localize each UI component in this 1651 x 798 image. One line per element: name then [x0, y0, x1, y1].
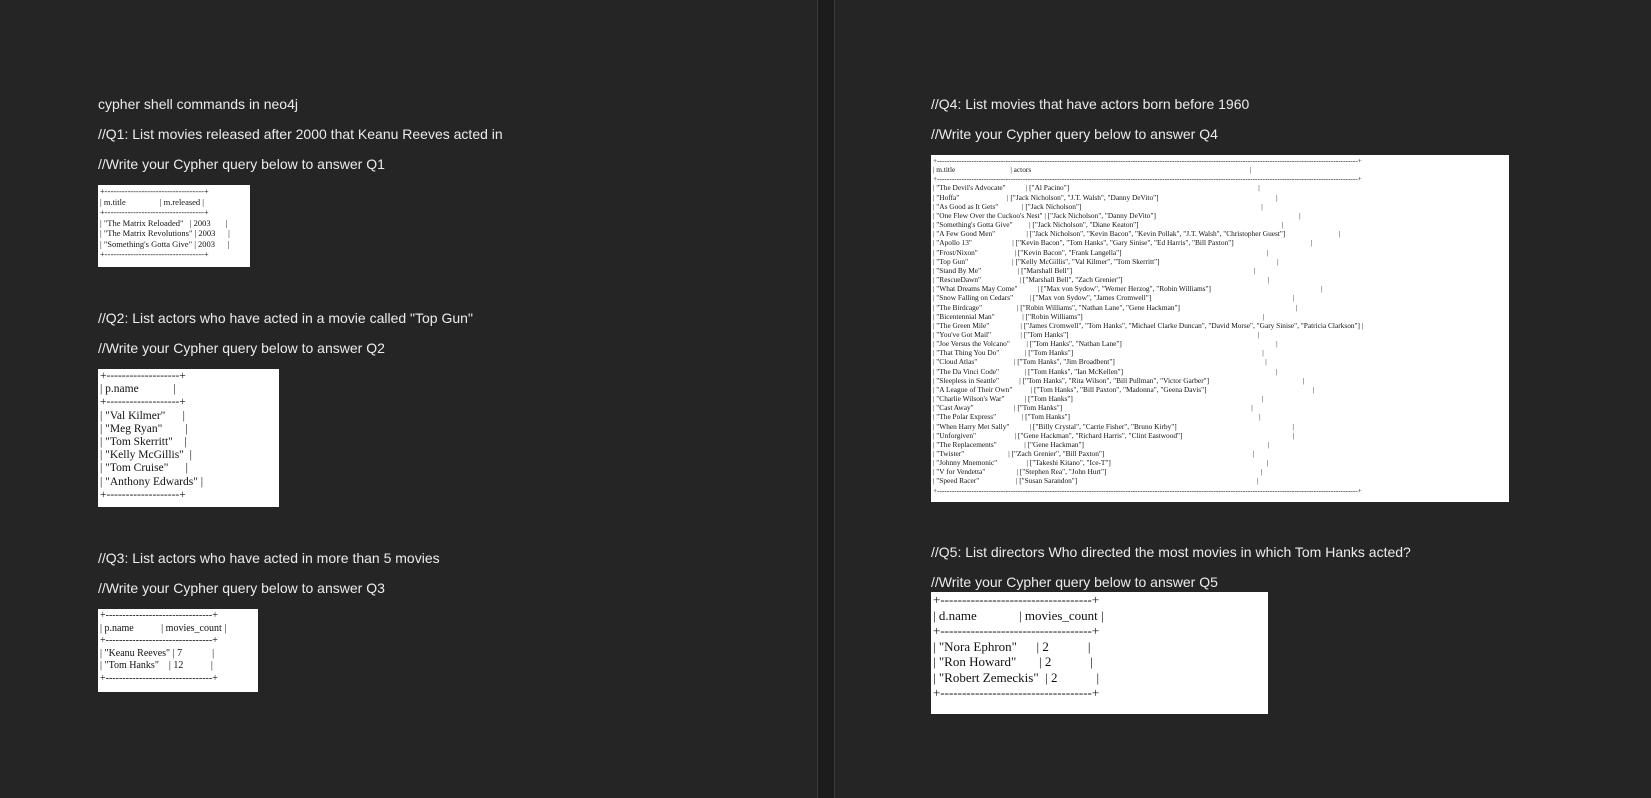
page-gutter: [818, 0, 834, 798]
q1-question: //Q1: List movies released after 2000 that Keanu Reeves acted in: [98, 126, 503, 142]
q2-question: //Q2: List actors who have acted in a movie called "Top Gun": [98, 310, 473, 326]
q5-result-image: [931, 592, 1268, 714]
q1-result-image: [98, 185, 250, 267]
doc-heading: cypher shell commands in neo4j: [98, 96, 298, 112]
q4-question: //Q4: List movies that have actors born before 1960: [931, 96, 1250, 112]
document-page-left: [0, 0, 818, 798]
q2-instruction: //Write your Cypher query below to answer Q2: [98, 340, 385, 356]
q5-result-table: +-----------------------------------+ | d.name | movies_count | +-----------------------------------+ | "Nora Ephron" | 2 | | "Ron Howard" | 2 | | "Robert Zemeckis" | 2 | +-----------------------------------+: [933, 592, 1104, 700]
q1-instruction: //Write your Cypher query below to answer Q1: [98, 156, 385, 172]
q3-question: //Q3: List actors who have acted in more than 5 movies: [98, 550, 440, 566]
q4-result-table: +----------------------------------------------------------------------------------------------------------------------------------------------------------------------------+ | m.title | actors | +----------------------------------------------------------------------------------------------------------------------------------------------------------------------------+ | "The Devil's Advocate" | ["Al Pacino"] | | "Hoffa" | ["Jack Nicholson", "J.T. Walsh", "Danny DeVito"] | | "As Good as It Gets" | ["Jack Nicholson"] | | "One Flew Over the Cuckoo's Nest" | ["Jack Nicholson", "Danny DeVito"] | | "Something's Gotta Give" | ["Jack Nicholson", "Diane Keaton"] | | "A Few Good Men" | ["Jack Nicholson", "Kevin Bacon", "Kevin Pollak", "J.T. Walsh", "Christopher Guest"] | | "Apollo 13" | ["Kevin Bacon", "Tom Hanks", "Gary Sinise", "Ed Harris", "Bill Paxton"] | | "Frost/Nixon" | ["Kevin Bacon", "Frank Langella"] | | "Top Gun" | ["Kelly McGillis", "Val Kilmer", "Tom Skerritt"] | | "Stand By Me" | ["Marshall Bell"] | | "RescueDawn" | ["Marshall Bell", "Zach Grenier"] | | "What Dreams May Come" | ["Max von Sydow", "Werner Herzog", "Robin Williams"] | | "Snow Falling on Cedars" | ["Max von Sydow", "James Cromwell"] | | "The Birdcage" | ["Robin Williams", "Nathan Lane", "Gene Hackman"] | | "Bicentennial Man" | ["Robin Williams"] | | "The Green Mile" | ["James Cromwell", "Tom Hanks", "Michael Clarke Duncan", "David Morse", "Gary Sinise", "Patricia Clarkson"] | | "You've Got Mail" | ["Tom Hanks"] | | "Joe Versus the Volcano" | ["Tom Hanks", "Nathan Lane"] | | "That Thing You Do" | ["Tom Hanks"] | | "Cloud Atlas" | ["Tom Hanks", "Jim Broadbent"] | | "The Da Vinci Code" | ["Tom Hanks", "Ian McKellen"] | | "Sleepless in Seattle" | ["Tom Hanks", "Rita Wilson", "Bill Pullman", "Victor Garber"] | | "A League of Their Own" | ["Tom Hanks", "Bill Paxton", "Madonna", "Geena Davis"] | | "Charlie Wilson's War" | ["Tom Hanks"] | | "Cast Away" | ["Tom Hanks"] | | "The Polar Express" | ["Tom Hanks"] | | "When Harry Met Sally" | ["Billy Crystal", "Carrie Fisher", "Bruno Kirby"] | | "Unforgiven" | ["Gene Hackman", "Richard Harris", "Clint Eastwood"] | | "The Replacements" | ["Gene Hackman"] | | "Twister" | ["Zach Grenier", "Bill Paxton"] | | "Johnny Mnemonic" | ["Takeshi Kitano", "Ice-T"] | | "V for Vendetta" | ["Stephen Rea", "John Hurt"] | | "Speed Racer" | ["Susan Sarandon"] | +----------------------------------------------------------------------------------------------------------------------------------------------------------------------------+: [933, 156, 1364, 495]
q4-result-image: [931, 155, 1509, 502]
q3-instruction: //Write your Cypher query below to answer Q3: [98, 580, 385, 596]
q1-result-table: +-----------------------------------+ | m.title | m.released | +-----------------------------------+ | "The Matrix Reloaded" | 2003 | | "The Matrix Revolutions" | 2003 | | "Something's Gotta Give" | 2003 | +-----------------------------------+: [100, 186, 230, 259]
q5-instruction: //Write your Cypher query below to answer Q5: [931, 574, 1218, 590]
q3-result-table: +--------------------------------+ | p.name | movies_count | +--------------------------------+ | "Keanu Reeves" | 7 | | "Tom Hanks" | 12 | +--------------------------------+: [100, 610, 227, 684]
q3-result-image: [98, 609, 258, 692]
q2-result-image: [98, 369, 279, 507]
q2-result-table: +-------------------+ | p.name | +-------------------+ | "Val Kilmer" | | "Meg Ryan" | | "Tom Skerritt" | | "Kelly McGillis" | | "Tom Cruise" | | "Anthony Edwards" | +-------------------+: [100, 370, 204, 501]
q5-question: //Q5: List directors Who directed the most movies in which Tom Hanks acted?: [931, 544, 1411, 560]
q4-instruction: //Write your Cypher query below to answer Q4: [931, 126, 1218, 142]
